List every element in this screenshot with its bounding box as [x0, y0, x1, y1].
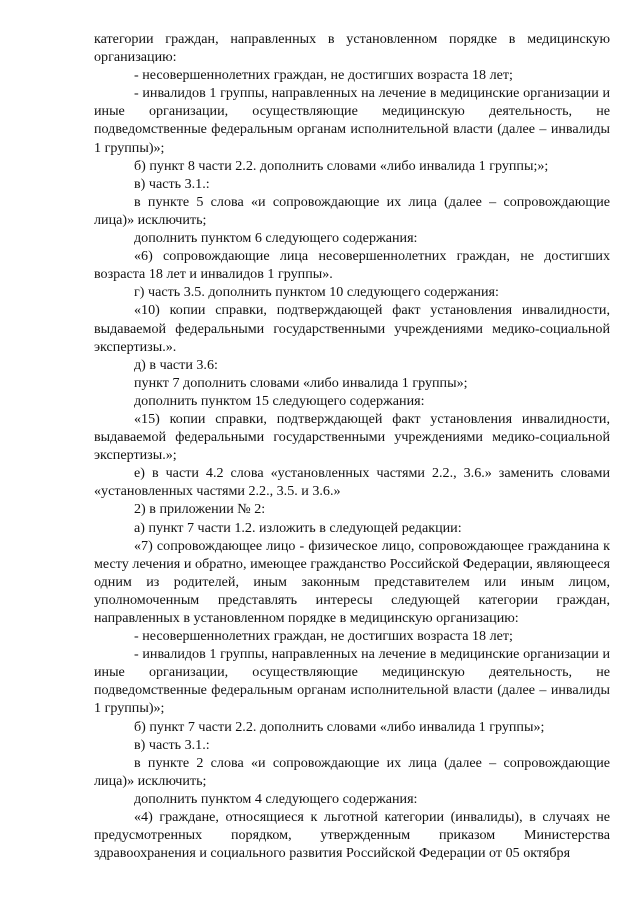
paragraph: категории граждан, направленных в установленном порядке в медицинскую организацию:: [94, 31, 610, 66]
paragraph: «4) граждане, относящиеся к льготной категории (инвалиды), в случаях не предусмотренных порядком, утвержденным приказом Министерства здравоохранения и социального развития Российской Федерации от 05 октября: [94, 809, 610, 862]
document-body: [94, 30, 610, 862]
paragraph: пункт 7 дополнить словами «либо инвалида 1 группы»;: [134, 374, 468, 391]
paragraph: б) пункт 8 части 2.2. дополнить словами «либо инвалида 1 группы;»;: [134, 157, 549, 174]
paragraph: в пункте 5 слова «и сопровождающие их лица (далее – сопровождающие лица)» исключить;: [94, 193, 610, 228]
paragraph: е) в части 4.2 слова «установленных частями 2.2., 3.6.» заменить словами «установленных частями 2.2., 3.5. и 3.6.»: [94, 465, 610, 500]
paragraph: дополнить пунктом 6 следующего содержания:: [134, 230, 418, 247]
paragraph: б) пункт 7 части 2.2. дополнить словами «либо инвалида 1 группы»;: [134, 718, 545, 735]
paragraph: «6) сопровождающие лица несовершеннолетних граждан, не достигших возраста 18 лет и инвалидов 1 группы».: [94, 248, 610, 283]
paragraph: в) часть 3.1.:: [134, 175, 210, 192]
paragraph: «15) копии справки, подтверждающей факт установления инвалидности, выдаваемой федеральными государственными учреждениями медико-социальной экспертизы.»;: [94, 410, 610, 464]
paragraph: д) в части 3.6:: [134, 356, 218, 373]
paragraph: дополнить пунктом 15 следующего содержания:: [134, 392, 425, 409]
paragraph: 2) в приложении № 2:: [134, 501, 266, 518]
paragraph: «10) копии справки, подтверждающей факт установления инвалидности, выдаваемой федеральными государственными учреждениями медико-социальной экспертизы.».: [94, 302, 610, 355]
paragraph: - несовершеннолетних граждан, не достигших возраста 18 лет;: [134, 628, 513, 645]
paragraph: дополнить пунктом 4 следующего содержания:: [134, 790, 418, 807]
paragraph: - инвалидов 1 группы, направленных на лечение в медицинские организации и иные организации, осуществляющие медицинскую деятельность, не подведомственные федеральным органам исполнительной власти (далее – инвалиды 1 группы)»;: [94, 85, 610, 156]
paragraph: - несовершеннолетних граждан, не достигших возраста 18 лет;: [134, 67, 513, 84]
paragraph: г) часть 3.5. дополнить пунктом 10 следующего содержания:: [134, 284, 499, 301]
paragraph: а) пункт 7 части 1.2. изложить в следующей редакции:: [134, 519, 462, 536]
paragraph: «7) сопровождающее лицо - физическое лицо, сопровождающее гражданина к месту лечения и обратно, имеющее гражданство Российской Федерации, являющееся одним из родителей, иным законным представителем или иным лицом, уполномоченным представлять интересы следующей категории граждан, направленных в установленном порядке в медицинскую организацию:: [94, 537, 610, 626]
paragraph: в) часть 3.1.:: [134, 736, 210, 753]
paragraph: в пункте 2 слова «и сопровождающие их лица (далее – сопровождающие лица)» исключить;: [94, 754, 610, 789]
paragraph: - инвалидов 1 группы, направленных на лечение в медицинские организации и иные организации, осуществляющие медицинскую деятельность, не подведомственные федеральным органам исполнительной власти (далее – инвалиды 1 группы)»;: [94, 646, 610, 717]
